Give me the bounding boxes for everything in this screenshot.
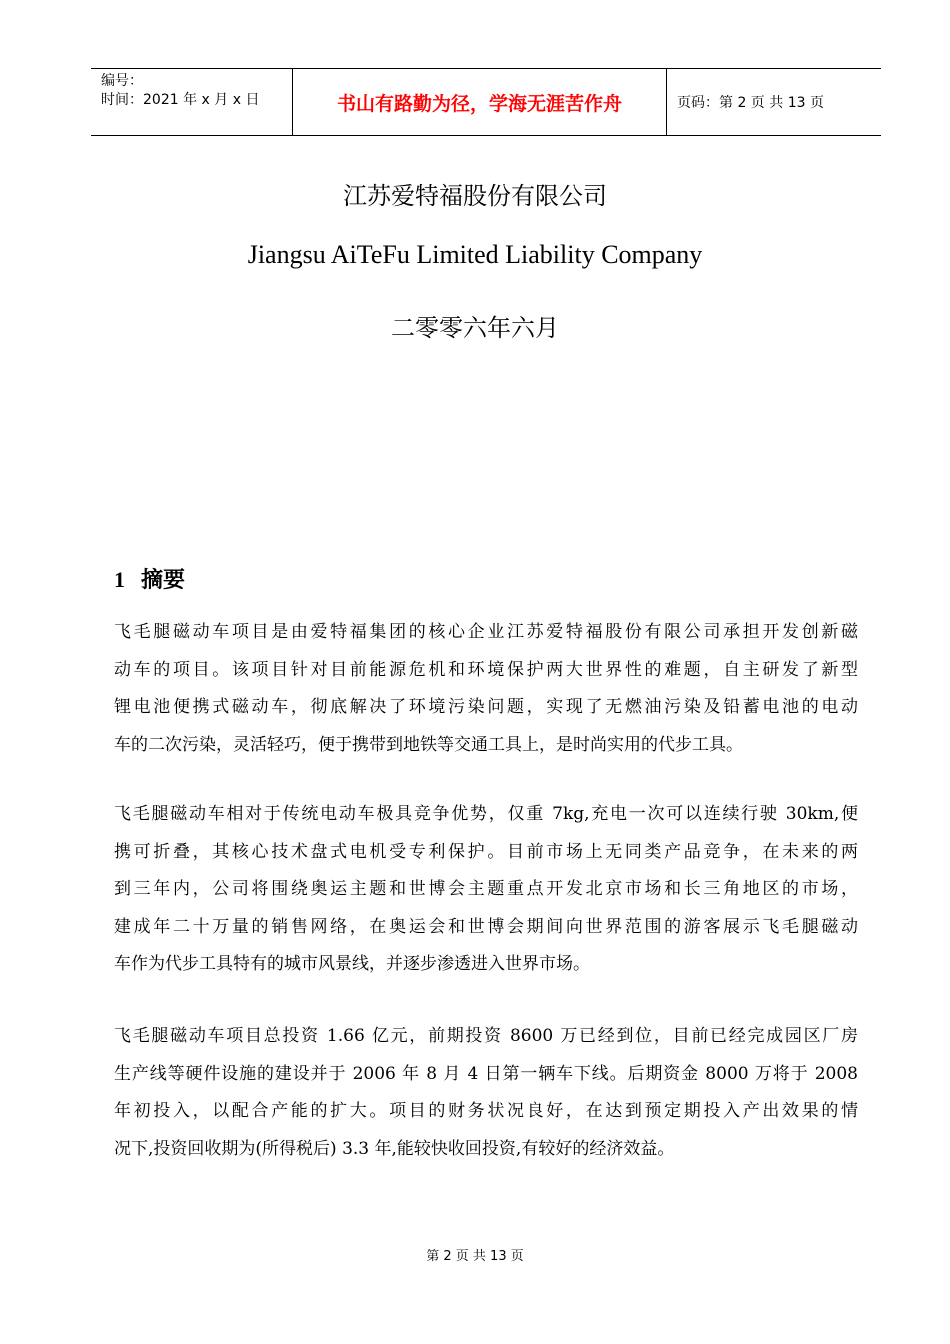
paragraph-line: 到三年内，公司将围绕奥运主题和世博会主题重点开发北京市场和长三角地区的市场， [114, 879, 858, 899]
document-date: 二零零六年六月 [391, 314, 559, 342]
paragraph-line: 飞毛腿磁动车项目总投资 1.66 亿元，前期投资 8600 万已经到位，目前已经完成园区厂房 [114, 1026, 858, 1046]
company-name-cn: 江苏爱特福股份有限公司 [343, 182, 607, 210]
paragraph-line: 动车的项目。该项目针对目前能源危机和环境保护两大世界性的难题，自主研发了新型 [114, 659, 858, 680]
paragraph-line: 锂电池便携式磁动车，彻底解决了环境污染问题，实现了无燃油污染及铅蓄电池的电动 [114, 697, 858, 717]
paragraph-2 [114, 796, 858, 984]
paragraph-line: 携可折叠，其核心技术盘式电机受专利保护。目前市场上无同类产品竞争，在未来的两 [114, 841, 858, 862]
section-heading [114, 563, 185, 594]
paragraph-line: 生产线等硬件设施的建设并于 2006 年 8 月 4 日第一辆车下线。后期资金 8000 万将于 2008 [114, 1063, 858, 1084]
time-label: 时间：2021 年 x 月 x 日 [101, 92, 260, 108]
paragraph-3 [114, 1018, 858, 1168]
header-page-number: 页码：第 2 页 共 13 页 [677, 95, 824, 111]
page-footer: 第 2 页 共 13 页 [426, 1249, 524, 1264]
paragraph-line: 况下,投资回收期为(所得税后) 3.3 年,能较快收回投资,有较好的经济效益。 [114, 1138, 675, 1159]
paragraph-line: 车作为代步工具特有的城市风景线，并逐步渗透进入世界市场。 [114, 954, 590, 974]
header-motto: 书山有路勤为径，学海无涯苦作舟 [293, 69, 667, 135]
paragraph-line: 车的二次污染，灵活轻巧，便于携带到地铁等交通工具上，是时尚实用的代步工具。 [114, 734, 743, 755]
paragraph-1 [114, 614, 858, 764]
serial-number-label: 编号： [101, 73, 143, 89]
section-title: 摘要 [141, 568, 186, 593]
paragraph-line: 飞毛腿磁动车项目是由爱特福集团的核心企业江苏爱特福股份有限公司承担开发创新磁 [114, 622, 858, 642]
paragraph-line: 建成年二十万量的销售网络，在奥运会和世博会期间向世界范围的游客展示飞毛腿磁动 [114, 916, 858, 937]
page-header [91, 68, 881, 136]
header-left-cell [91, 69, 293, 135]
section-number: 1 [114, 567, 125, 592]
paragraph-line: 飞毛腿磁动车相对于传统电动车极具竞争优势，仅重 7kg,充电一次可以连续行驶 30km,便 [114, 804, 858, 824]
paragraph-line: 年初投入，以配合产能的扩大。项目的财务状况良好，在达到预定期投入产出效果的情 [114, 1101, 858, 1121]
company-name-en: Jiangsu AiTeFu Limited Liability Company [247, 240, 703, 269]
